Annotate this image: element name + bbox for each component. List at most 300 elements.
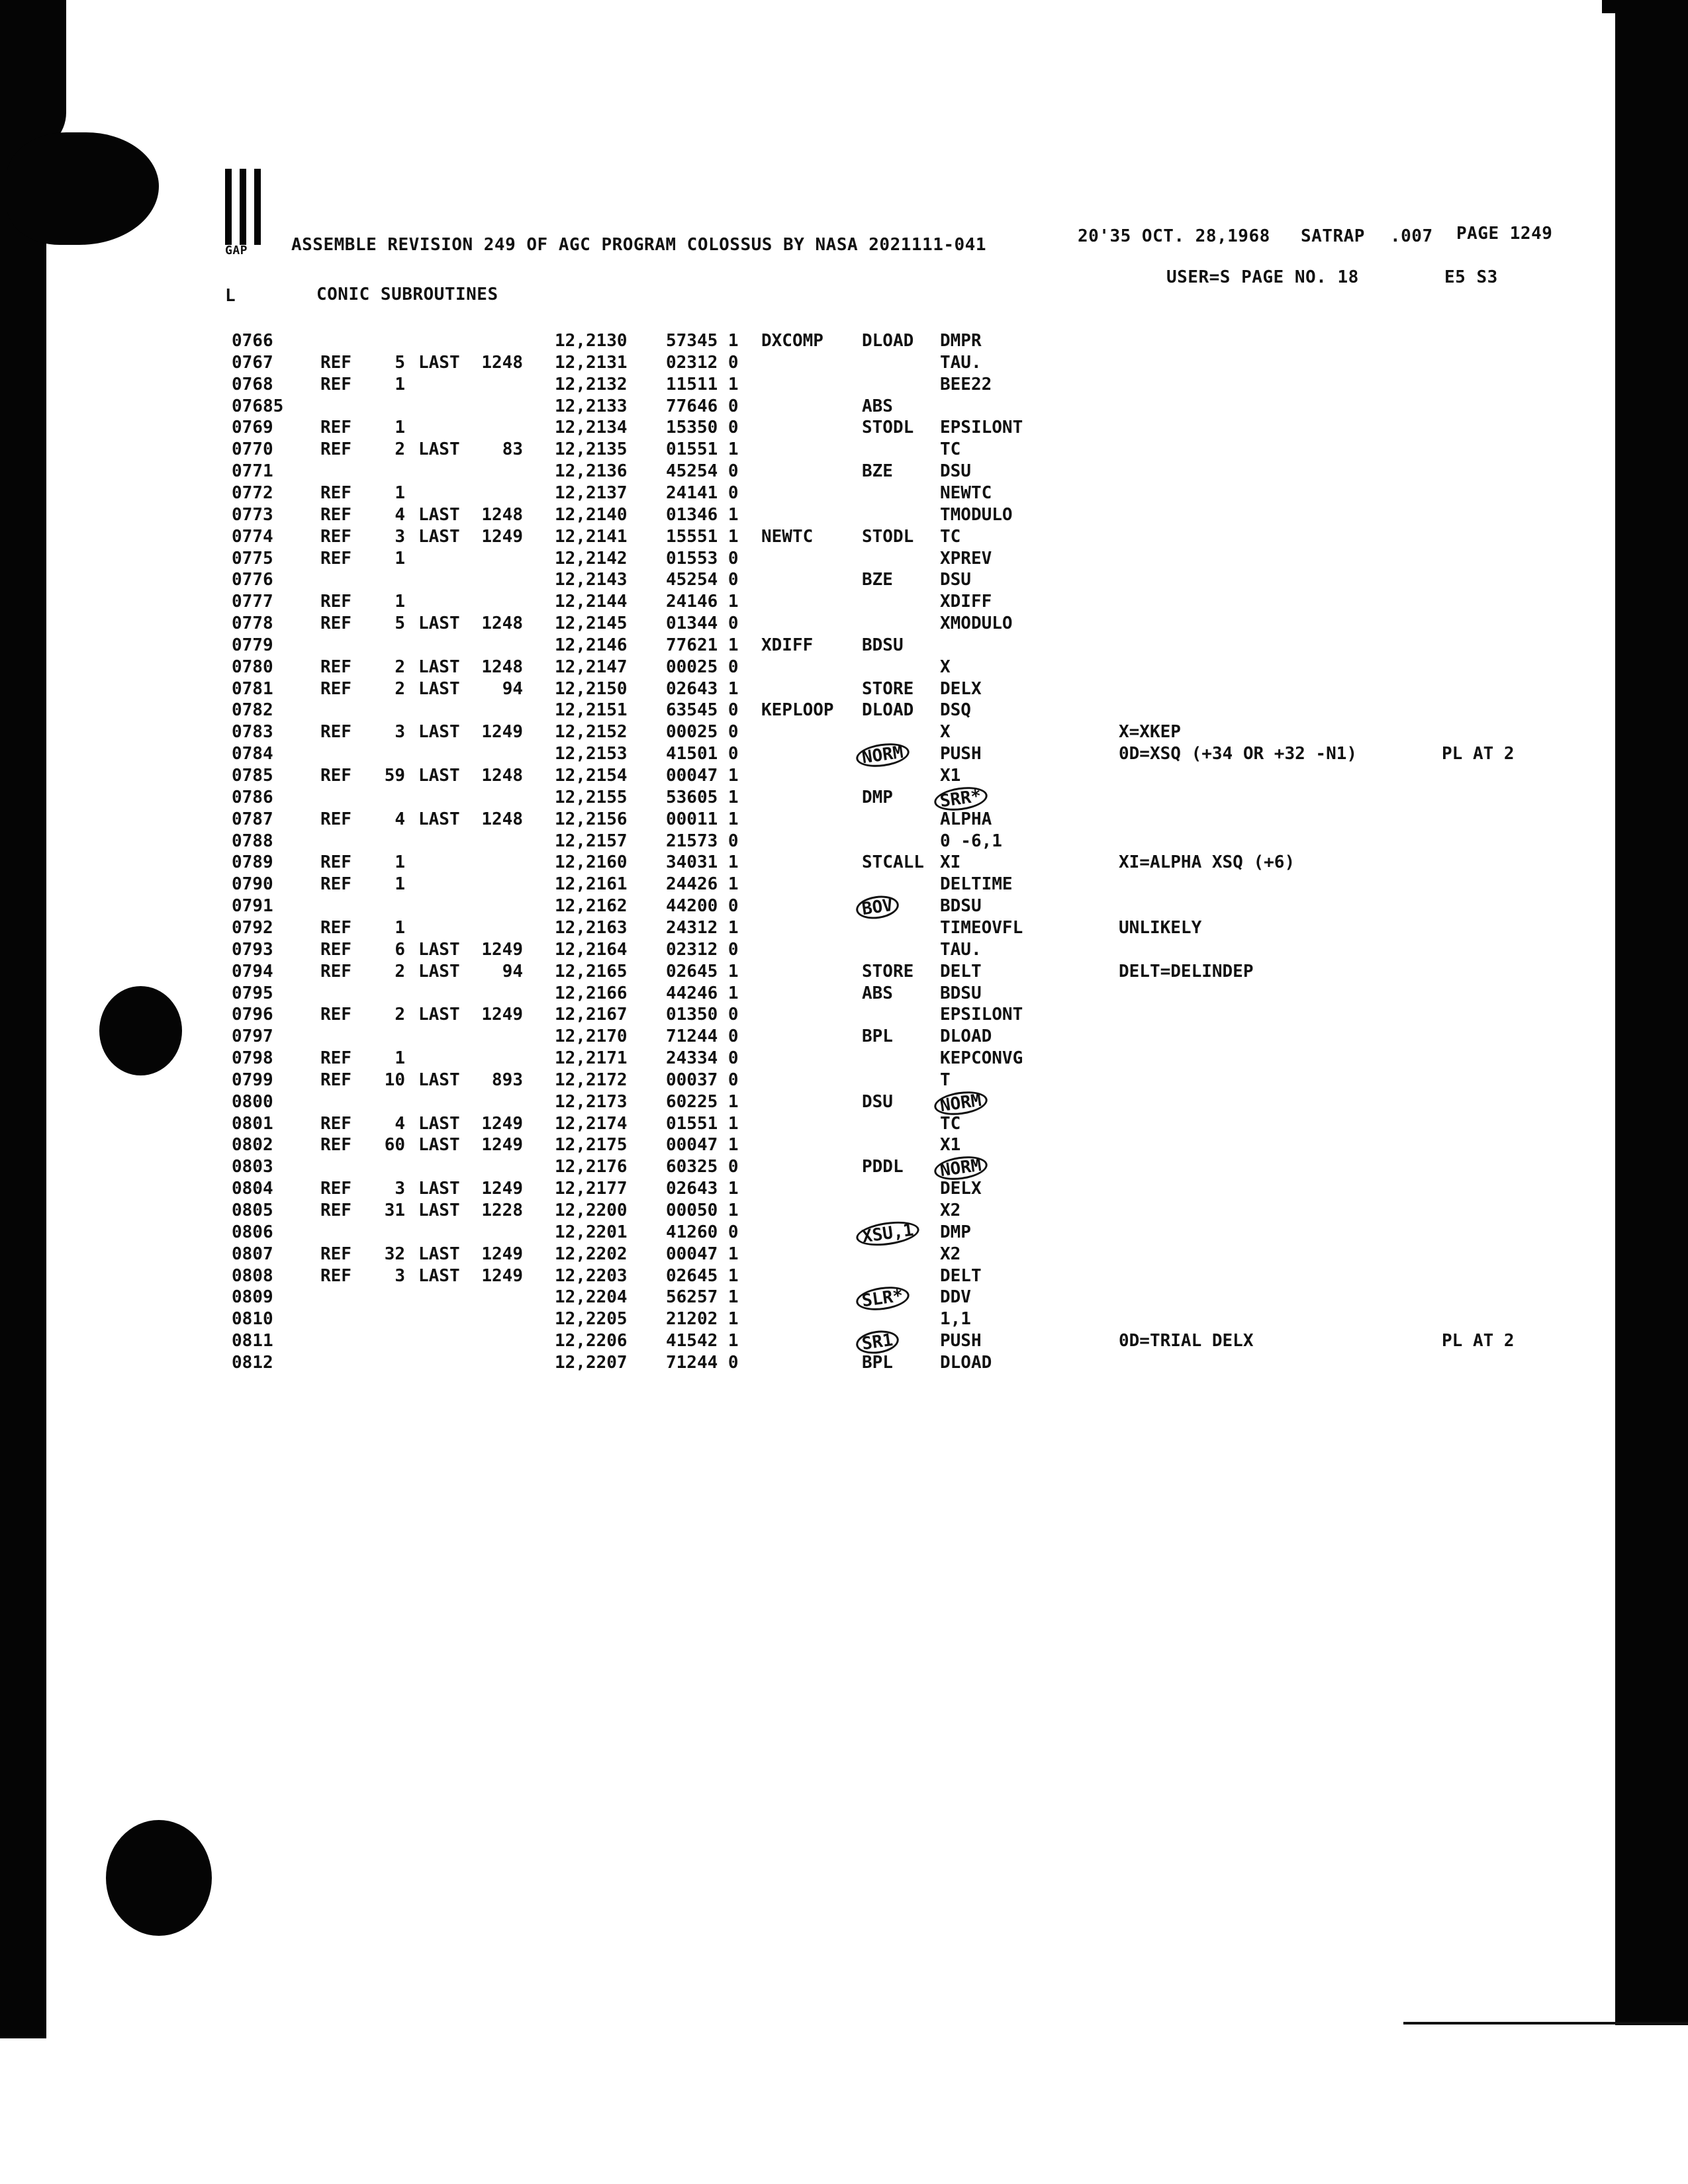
octal-code: 41501 0: [666, 744, 739, 764]
comment: DELT=DELINDEP: [1119, 961, 1254, 981]
octal-code: 00025 0: [666, 657, 739, 677]
listing-row: [0, 786, 1688, 812]
last-page: 1248: [481, 614, 523, 634]
address: 12,2132: [555, 374, 628, 394]
address: 12,2140: [555, 504, 628, 525]
octal-code: 71244 0: [666, 1352, 739, 1373]
listing-marker: L: [225, 286, 236, 306]
listing-row: [0, 874, 1688, 896]
operand: TC: [940, 439, 961, 460]
octal-code: 24426 1: [666, 874, 739, 895]
octal-code: 24334 0: [666, 1048, 739, 1069]
header-timestamp: 20'35 OCT. 28,1968: [1078, 226, 1270, 246]
symbol-label: XDIFF: [761, 635, 814, 655]
opcode: XSU,1: [855, 1218, 921, 1249]
listing-row: [0, 679, 1688, 701]
header-user: SATRAP: [1301, 226, 1365, 246]
listing-row: [0, 505, 1688, 527]
listing-row: [0, 592, 1688, 614]
last-flag: LAST: [418, 1201, 460, 1220]
operand: EPSILONT: [940, 418, 1023, 438]
octal-code: 00011 1: [666, 809, 739, 829]
operand: X2: [940, 1244, 961, 1264]
last-flag: LAST: [418, 526, 460, 547]
operand: X: [940, 657, 951, 677]
octal-code: 02312 0: [666, 939, 739, 960]
listing-row: [0, 570, 1688, 592]
ref-count: 31: [384, 1201, 405, 1220]
ref-flag: REF: [320, 939, 352, 960]
address: 12,2203: [555, 1265, 628, 1286]
opcode: DLOAD: [862, 700, 914, 721]
ref-flag: REF: [320, 439, 352, 460]
operand: XI: [940, 852, 961, 873]
octal-code: 11511 1: [666, 374, 739, 394]
ref-count: 2: [395, 961, 405, 981]
octal-code: 24146 1: [666, 592, 739, 612]
last-page: 1228: [481, 1201, 523, 1220]
listing-row: [0, 1353, 1688, 1375]
octal-code: 41542 1: [666, 1331, 739, 1351]
last-flag: LAST: [418, 809, 460, 829]
last-flag: LAST: [418, 657, 460, 677]
operand: X1: [940, 766, 961, 786]
operand: NORM: [933, 1154, 989, 1183]
line-number: 0802: [232, 1135, 273, 1156]
address: 12,2142: [555, 548, 628, 569]
address: 12,2131: [555, 352, 628, 373]
listing-row: [0, 635, 1688, 657]
line-number: 0809: [232, 1287, 273, 1308]
ref-count: 3: [395, 1265, 405, 1286]
operand: ALPHA: [940, 809, 992, 829]
operand: PUSH: [940, 744, 982, 764]
address: 12,2172: [555, 1069, 628, 1090]
octal-code: 01551 1: [666, 439, 739, 460]
listing-row: [0, 700, 1688, 722]
octal-code: 00047 1: [666, 766, 739, 786]
octal-code: 01551 1: [666, 1113, 739, 1134]
ref-flag: REF: [320, 766, 352, 786]
address: 12,2207: [555, 1352, 628, 1373]
ref-flag: REF: [320, 1005, 352, 1025]
last-page: 1249: [481, 1244, 523, 1264]
last-flag: LAST: [418, 504, 460, 525]
last-flag: LAST: [418, 766, 460, 786]
octal-code: 56257 1: [666, 1287, 739, 1308]
listing-row: [0, 1005, 1688, 1026]
octal-code: 77621 1: [666, 635, 739, 655]
line-number: 0781: [232, 678, 273, 699]
listing-row: [0, 722, 1688, 744]
ref-flag: REF: [320, 852, 352, 873]
ref-flag: REF: [320, 592, 352, 612]
listing-row: [0, 375, 1688, 396]
octal-code: 45254 0: [666, 461, 739, 482]
last-page: 1249: [481, 1135, 523, 1156]
operand: TC: [940, 1113, 961, 1134]
address: 12,2174: [555, 1113, 628, 1134]
octal-code: 00025 0: [666, 722, 739, 743]
last-page: 94: [502, 678, 523, 699]
line-number: 0786: [232, 787, 273, 807]
listing-row: [0, 614, 1688, 635]
listing-row: [0, 527, 1688, 549]
last-page: 1249: [481, 526, 523, 547]
ref-count: 32: [384, 1244, 405, 1264]
line-number: 0805: [232, 1201, 273, 1220]
operand: DLOAD: [940, 1026, 992, 1047]
symbol-label: NEWTC: [761, 526, 814, 547]
line-number: 0773: [232, 504, 273, 525]
address: 12,2135: [555, 439, 628, 460]
line-number: 0771: [232, 461, 273, 482]
comment: UNLIKELY: [1119, 917, 1202, 938]
address: 12,2164: [555, 939, 628, 960]
line-number: 0774: [232, 526, 273, 547]
last-flag: LAST: [418, 678, 460, 699]
ref-count: 4: [395, 809, 405, 829]
line-number: 0787: [232, 809, 273, 829]
address: 12,2166: [555, 983, 628, 1003]
octal-code: 71244 0: [666, 1026, 739, 1047]
operand: 1,1: [940, 1309, 971, 1330]
last-flag: LAST: [418, 1069, 460, 1090]
last-flag: LAST: [418, 961, 460, 981]
operand: DSQ: [940, 700, 971, 721]
operand: BDSU: [940, 983, 982, 1003]
octal-code: 63545 0: [666, 700, 739, 721]
listing-row: [0, 983, 1688, 1005]
last-flag: LAST: [418, 352, 460, 373]
ref-flag: REF: [320, 1135, 352, 1156]
ref-flag: REF: [320, 352, 352, 373]
operand: XPREV: [940, 548, 992, 569]
line-number: 0785: [232, 766, 273, 786]
ref-flag: REF: [320, 614, 352, 634]
last-flag: LAST: [418, 1113, 460, 1134]
address: 12,2176: [555, 1157, 628, 1177]
ref-flag: REF: [320, 657, 352, 677]
scan-left-border-top: [0, 0, 66, 152]
octal-code: 01553 0: [666, 548, 739, 569]
ref-count: 1: [395, 374, 405, 394]
section-code: E5 S3: [1444, 267, 1498, 287]
last-page: 1248: [481, 657, 523, 677]
listing-row: [0, 1286, 1688, 1312]
header-suffix: .007: [1390, 226, 1433, 246]
ref-count: 3: [395, 526, 405, 547]
address: 12,2173: [555, 1091, 628, 1112]
last-page: 1248: [481, 809, 523, 829]
listing-row: [0, 396, 1688, 418]
operand: NEWTC: [940, 482, 992, 503]
address: 12,2201: [555, 1222, 628, 1242]
octal-code: 60225 1: [666, 1091, 739, 1112]
address: 12,2130: [555, 331, 628, 351]
last-flag: LAST: [418, 722, 460, 743]
listing-row: [0, 1070, 1688, 1092]
line-number: 0794: [232, 961, 273, 981]
symbol-label: DXCOMP: [761, 331, 823, 351]
line-number: 0776: [232, 570, 273, 590]
last-page: 1249: [481, 722, 523, 743]
address: 12,2150: [555, 678, 628, 699]
comment: 0D=XSQ (+34 OR +32 -N1): [1119, 744, 1358, 764]
address: 12,2151: [555, 700, 628, 721]
operand: X: [940, 722, 951, 743]
ref-flag: REF: [320, 917, 352, 938]
ref-count: 1: [395, 852, 405, 873]
octal-code: 00050 1: [666, 1201, 739, 1220]
page-bar-mark: [225, 169, 263, 245]
ref-count: 1: [395, 874, 405, 895]
operand: X1: [940, 1135, 961, 1156]
ref-count: 59: [384, 766, 405, 786]
header-page: PAGE 1249: [1456, 224, 1553, 244]
ref-count: 60: [384, 1135, 405, 1156]
opcode: STODL: [862, 526, 914, 547]
operand: DMPR: [940, 331, 982, 351]
line-number: 0767: [232, 352, 273, 373]
octal-code: 57345 1: [666, 331, 739, 351]
opcode: DMP: [862, 787, 893, 807]
listing-row: [0, 831, 1688, 853]
operand: SRR*: [933, 784, 989, 813]
operand: DSU: [940, 461, 971, 482]
line-number: 0803: [232, 1157, 273, 1177]
line-number: 0790: [232, 874, 273, 895]
opcode: BPL: [862, 1026, 893, 1047]
octal-code: 24312 1: [666, 917, 739, 938]
operand: EPSILONT: [940, 1005, 1023, 1025]
last-flag: LAST: [418, 439, 460, 460]
last-flag: LAST: [418, 1005, 460, 1025]
line-number: 0783: [232, 722, 273, 743]
ref-count: 1: [395, 1048, 405, 1069]
ref-flag: REF: [320, 526, 352, 547]
line-number: 0799: [232, 1069, 273, 1090]
listing-row: [0, 1026, 1688, 1048]
line-number: 0772: [232, 482, 273, 503]
octal-code: 02312 0: [666, 352, 739, 373]
ref-flag: REF: [320, 482, 352, 503]
ref-count: 10: [384, 1069, 405, 1090]
operand: XDIFF: [940, 592, 992, 612]
address: 12,2177: [555, 1179, 628, 1199]
opcode: NORM: [855, 741, 911, 770]
line-number: 0795: [232, 983, 273, 1003]
listing-row: [0, 1179, 1688, 1201]
octal-code: 34031 1: [666, 852, 739, 873]
listing-row: [0, 331, 1688, 353]
pushdown-note: PL AT 2: [1442, 744, 1515, 764]
address: 12,2202: [555, 1244, 628, 1264]
ref-count: 5: [395, 614, 405, 634]
octal-code: 21573 0: [666, 831, 739, 851]
last-page: 893: [492, 1069, 523, 1090]
last-page: 1248: [481, 352, 523, 373]
line-number: 0784: [232, 744, 273, 764]
opcode: PDDL: [862, 1157, 904, 1177]
ref-count: 2: [395, 1005, 405, 1025]
punch-hole-bottom: [106, 1820, 212, 1936]
operand: XMODULO: [940, 614, 1013, 634]
line-number: 0766: [232, 331, 273, 351]
ref-flag: REF: [320, 678, 352, 699]
operand: TMODULO: [940, 504, 1013, 525]
ref-flag: REF: [320, 1265, 352, 1286]
address: 12,2152: [555, 722, 628, 743]
address: 12,2137: [555, 482, 628, 503]
line-number: 0812: [232, 1352, 273, 1373]
opcode: STORE: [862, 678, 914, 699]
last-page: 94: [502, 961, 523, 981]
address: 12,2146: [555, 635, 628, 655]
opcode: STCALL: [862, 852, 924, 873]
operand: DELTIME: [940, 874, 1013, 895]
listing-row: [0, 962, 1688, 983]
listing-row: [0, 852, 1688, 874]
listing-row: [0, 1092, 1688, 1114]
octal-code: 00047 1: [666, 1244, 739, 1264]
address: 12,2156: [555, 809, 628, 829]
listing-row: [0, 461, 1688, 483]
line-number: 0800: [232, 1091, 273, 1112]
line-number: 0804: [232, 1179, 273, 1199]
operand: TC: [940, 526, 961, 547]
ref-count: 1: [395, 592, 405, 612]
line-number: 0807: [232, 1244, 273, 1264]
octal-code: 15350 0: [666, 418, 739, 438]
opcode: STORE: [862, 961, 914, 981]
address: 12,2170: [555, 1026, 628, 1047]
line-number: 0797: [232, 1026, 273, 1047]
listing-row: [0, 766, 1688, 788]
opcode: SR1: [855, 1328, 900, 1357]
opcode: BZE: [862, 570, 893, 590]
listing-row: [0, 1201, 1688, 1222]
operand: DELX: [940, 1179, 982, 1199]
ref-count: 2: [395, 678, 405, 699]
opcode: DLOAD: [862, 331, 914, 351]
ref-count: 1: [395, 917, 405, 938]
operand: BEE22: [940, 374, 992, 394]
address: 12,2136: [555, 461, 628, 482]
address: 12,2154: [555, 766, 628, 786]
ref-count: 1: [395, 548, 405, 569]
address: 12,2157: [555, 831, 628, 851]
address: 12,2206: [555, 1331, 628, 1351]
comment: XI=ALPHA XSQ (+6): [1119, 852, 1295, 873]
ref-flag: REF: [320, 548, 352, 569]
listing-row: [0, 1157, 1688, 1179]
line-number: 0775: [232, 548, 273, 569]
listing-row: [0, 1048, 1688, 1070]
ref-count: 6: [395, 939, 405, 960]
address: 12,2200: [555, 1201, 628, 1220]
address: 12,2134: [555, 418, 628, 438]
line-number: 0780: [232, 657, 273, 677]
line-number: 0798: [232, 1048, 273, 1069]
octal-code: 02643 1: [666, 1179, 739, 1199]
line-number: 0808: [232, 1265, 273, 1286]
listing-row: [0, 940, 1688, 962]
opcode: SLR*: [855, 1284, 911, 1314]
listing-row: [0, 896, 1688, 918]
users-page-number: USER=S PAGE NO. 18: [1166, 267, 1359, 287]
ref-flag: REF: [320, 1048, 352, 1069]
ref-count: 3: [395, 1179, 405, 1199]
opcode: ABS: [862, 396, 893, 416]
ref-count: 4: [395, 1113, 405, 1134]
ref-count: 2: [395, 439, 405, 460]
address: 12,2167: [555, 1005, 628, 1025]
last-page: 1249: [481, 1113, 523, 1134]
octal-code: 01350 0: [666, 1005, 739, 1025]
opcode: STODL: [862, 418, 914, 438]
line-number: 0788: [232, 831, 273, 851]
ref-count: 3: [395, 722, 405, 743]
octal-code: 53605 1: [666, 787, 739, 807]
operand: DELT: [940, 1265, 982, 1286]
address: 12,2153: [555, 744, 628, 764]
last-page: 1249: [481, 1005, 523, 1025]
operand: DSU: [940, 570, 971, 590]
ref-flag: REF: [320, 418, 352, 438]
ref-flag: REF: [320, 1069, 352, 1090]
ref-flag: REF: [320, 722, 352, 743]
opcode: BZE: [862, 461, 893, 482]
last-page: 1249: [481, 1265, 523, 1286]
comment: 0D=TRIAL DELX: [1119, 1331, 1254, 1351]
line-number: 0793: [232, 939, 273, 960]
operand: 0 -6,1: [940, 831, 1002, 851]
last-flag: LAST: [418, 1244, 460, 1264]
line-number: 0770: [232, 439, 273, 460]
listing-row: [0, 1244, 1688, 1266]
octal-code: 00037 0: [666, 1069, 739, 1090]
ref-count: 1: [395, 418, 405, 438]
listing-row: [0, 657, 1688, 679]
operand: TIMEOVFL: [940, 917, 1023, 938]
operand: DLOAD: [940, 1352, 992, 1373]
last-page: 83: [502, 439, 523, 460]
line-number: 0789: [232, 852, 273, 873]
address: 12,2141: [555, 526, 628, 547]
line-number: 0792: [232, 917, 273, 938]
line-number: 0777: [232, 592, 273, 612]
operand: DELT: [940, 961, 982, 981]
operand: KEPCONVG: [940, 1048, 1023, 1069]
opcode: BDSU: [862, 635, 904, 655]
octal-code: 44200 0: [666, 896, 739, 917]
line-number: 0782: [232, 700, 273, 721]
line-number: 0779: [232, 635, 273, 655]
operand: NORM: [933, 1088, 989, 1118]
listing-row: [0, 809, 1688, 831]
address: 12,2144: [555, 592, 628, 612]
octal-code: 24141 0: [666, 482, 739, 503]
ref-flag: REF: [320, 1244, 352, 1264]
address: 12,2163: [555, 917, 628, 938]
address: 12,2143: [555, 570, 628, 590]
octal-code: 02645 1: [666, 961, 739, 981]
line-number: 0811: [232, 1331, 273, 1351]
last-flag: LAST: [418, 1135, 460, 1156]
ref-count: 1: [395, 482, 405, 503]
address: 12,2204: [555, 1287, 628, 1308]
